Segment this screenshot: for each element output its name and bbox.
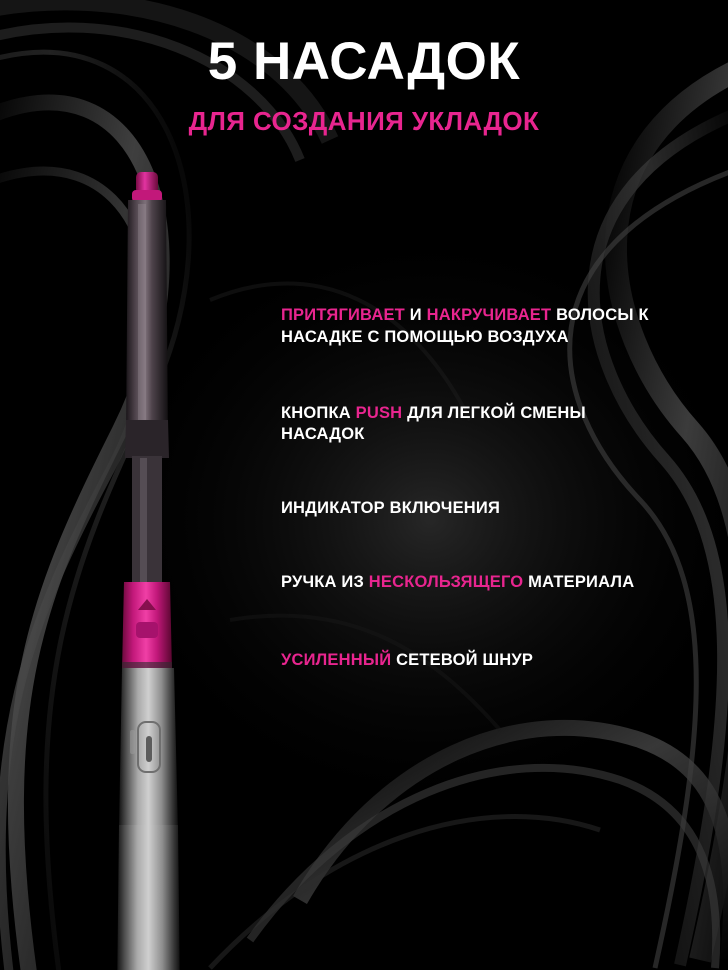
feature-2-highlight-1: PUSH [355,403,403,422]
headings-block [0,34,728,137]
feature-1-text-2: ВОЛОСЫ К НАСАДКЕ С ПОМОЩЬЮ ВОЗДУХА [281,306,649,346]
page-title: 5 НАСАДОК [207,32,521,91]
feature-2-text-2: ДЛЯ ЛЕГКОЙ СМЕНЫ НАСАДОК [281,403,586,444]
product-image [86,170,226,970]
feature-nonslip-handle [281,572,661,594]
feature-3-text-1: ИНДИКАТОР ВКЛЮЧЕНИЯ [281,499,501,518]
feature-5-highlight-1: УСИЛЕННЫЙ [281,650,392,669]
feature-reinforced-cord [281,650,661,672]
feature-5-text-1: СЕТЕВОЙ ШНУР [391,650,534,669]
feature-push-button [281,403,661,447]
feature-power-indicator [281,498,661,520]
feature-4-highlight-1: НЕСКОЛЬЗЯЩЕГО [368,572,524,591]
feature-2-text-1: КНОПКА [281,403,356,422]
feature-1-highlight-1: ПРИТЯГИВАЕТ [281,306,405,324]
feature-1-highlight-2: НАКРУЧИВАЕТ [426,306,552,324]
feature-4-text-2: МАТЕРИАЛА [523,572,635,591]
feature-4-text-1: РУЧКА ИЗ [281,572,369,591]
feature-1-text-1: И [404,306,427,324]
feature-list [281,305,661,671]
feature-attracts-curls [281,305,661,349]
page-subtitle: ДЛЯ СОЗДАНИЯ УКЛАДОК [188,105,540,136]
